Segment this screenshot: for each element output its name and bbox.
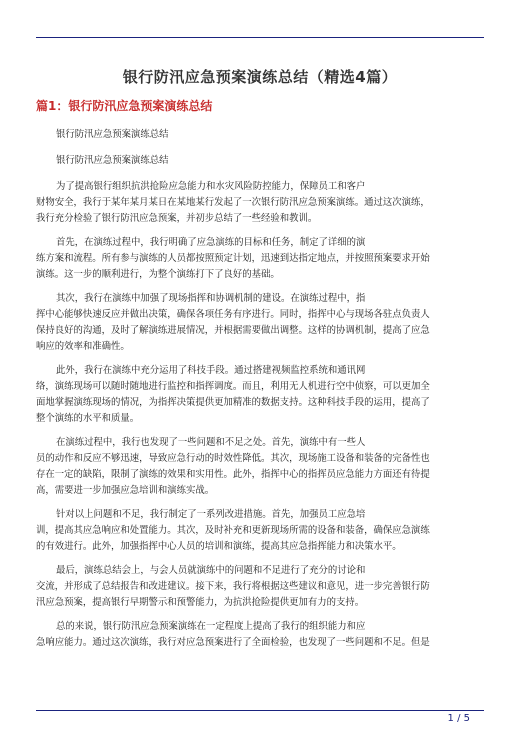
paragraph-line: 为了提高银行组织抗洪抢险应急能力和水灾风险防控能力，保障员工和客户 <box>56 181 366 192</box>
paragraph <box>36 153 484 169</box>
paragraph-line: 此外，我行在演练中充分运用了科技手段。通过搭建视频监控系统和通讯网 <box>56 365 366 376</box>
paragraph <box>36 235 484 283</box>
paragraph-gap <box>36 283 484 291</box>
header-rule <box>36 37 484 38</box>
paragraph <box>36 363 484 427</box>
paragraph-line: 员的动作和反应不够迅速，导致应急行动的时效性降低。其次，现场施工设备和装备的完备性也 <box>36 453 430 464</box>
paragraph-line: 训，提高其应急响应和处置能力。其次，及时补充和更新现场所需的设备和装备，确保应急演练 <box>36 525 430 536</box>
paragraph-line: 的有效进行。此外，加强指挥中心人员的培训和演练，提高其应急指挥能力和决策水平。 <box>36 541 402 552</box>
paragraph-line: 首先，在演练过程中，我行明确了应急演练的目标和任务，制定了详细的演 <box>56 237 366 248</box>
paragraph-line: 保持良好的沟通，及时了解演练进展情况，并根据需要做出调整。这样的协调机制，提高了应急 <box>36 325 430 336</box>
paragraph-gap <box>36 555 484 563</box>
paragraph-line: 急响应能力。通过这次演练，我行对应急预案进行了全面检验，也发现了一些问题和不足。但是 <box>36 637 430 648</box>
footer-rule <box>36 710 484 711</box>
paragraph-line: 练方案和流程。所有参与演练的人员都按照预定计划，迅速到达指定地点，并按照预案要求开始 <box>36 253 430 264</box>
paragraph-gap <box>36 427 484 435</box>
paragraph-line: 响应的效率和准确性。 <box>36 341 130 352</box>
paragraph-line: 面地掌握演练现场的情况，为指挥决策提供更加精准的数据支持。这种科技手段的运用，提高了 <box>36 397 430 408</box>
paragraph-line: 存在一定的缺陷，限制了演练的效果和实用性。此外，指挥中心的指挥员应急能力方面还有待提 <box>36 469 430 480</box>
paragraph-line: 总的来说，银行防汛应急预案演练在一定程度上提高了我行的组织能力和应 <box>56 621 366 632</box>
paragraph <box>36 563 484 611</box>
paragraph-line: 整个演练的水平和质量。 <box>36 413 140 424</box>
paragraph-line: 我行充分检验了银行防汛应急预案，并初步总结了一些经验和教训。 <box>36 213 318 224</box>
paragraph-line: 高，需要进一步加强应急培训和演练实战。 <box>36 485 215 496</box>
paragraph-line: 络，演练现场可以随时随地进行监控和指挥调度。而且，利用无人机进行空中侦察，可以更加全 <box>36 381 430 392</box>
paragraph-line: 交流，并形成了总结报告和改进建议。接下来，我行将根据这些建议和意见，进一步完善银行防 <box>36 581 430 592</box>
page-title: 银行防汛应急预案演练总结（精选4篇） <box>122 68 398 86</box>
paragraph-line: 挥中心能够快速反应并做出决策，确保各项任务有序进行。同时，指挥中心与现场各驻点负责人 <box>36 309 430 320</box>
paragraph-line: 其次，我行在演练中加强了现场指挥和协调机制的建设。在演练过程中，指 <box>56 293 366 304</box>
paragraph <box>36 619 484 651</box>
paragraph-line: 最后，演练总结会上，与会人员就演练中的问题和不足进行了充分的讨论和 <box>56 565 366 576</box>
paragraph-line: 银行防汛应急预案演练总结 <box>56 155 169 166</box>
paragraph-gap <box>36 227 484 235</box>
paragraph-gap <box>36 143 484 153</box>
paragraph-line: 针对以上问题和不足，我行制定了一系列改进措施。首先，加强员工应急培 <box>56 509 366 520</box>
paragraph-line: 演练。这一步的顺利进行，为整个演练打下了良好的基础。 <box>36 269 280 280</box>
paragraph <box>36 435 484 499</box>
paragraph <box>36 127 484 143</box>
paragraph-gap <box>36 611 484 619</box>
paragraph-line: 财物安全，我行于某年某月某日在某地某行发起了一次银行防汛应急预案演练。通过这次演练， <box>36 197 430 208</box>
paragraph-gap <box>36 499 484 507</box>
paragraph <box>36 291 484 355</box>
paragraph <box>36 507 484 555</box>
paragraph-line: 汛应急预案，提高银行早期警示和预警能力，为抗洪抢险提供更加有力的支持。 <box>36 597 365 608</box>
paragraph <box>36 179 484 227</box>
paragraph-gap <box>36 169 484 179</box>
section-heading: 篇1：银行防汛应急预案演练总结 <box>36 99 213 113</box>
paragraph-line: 在演练过程中，我行也发现了一些问题和不足之处。首先，演练中有一些人 <box>56 437 366 448</box>
document-body <box>36 127 484 651</box>
page-indicator: 1 / 5 <box>447 713 470 724</box>
paragraph-line: 银行防汛应急预案演练总结 <box>56 129 169 140</box>
paragraph-gap <box>36 355 484 363</box>
